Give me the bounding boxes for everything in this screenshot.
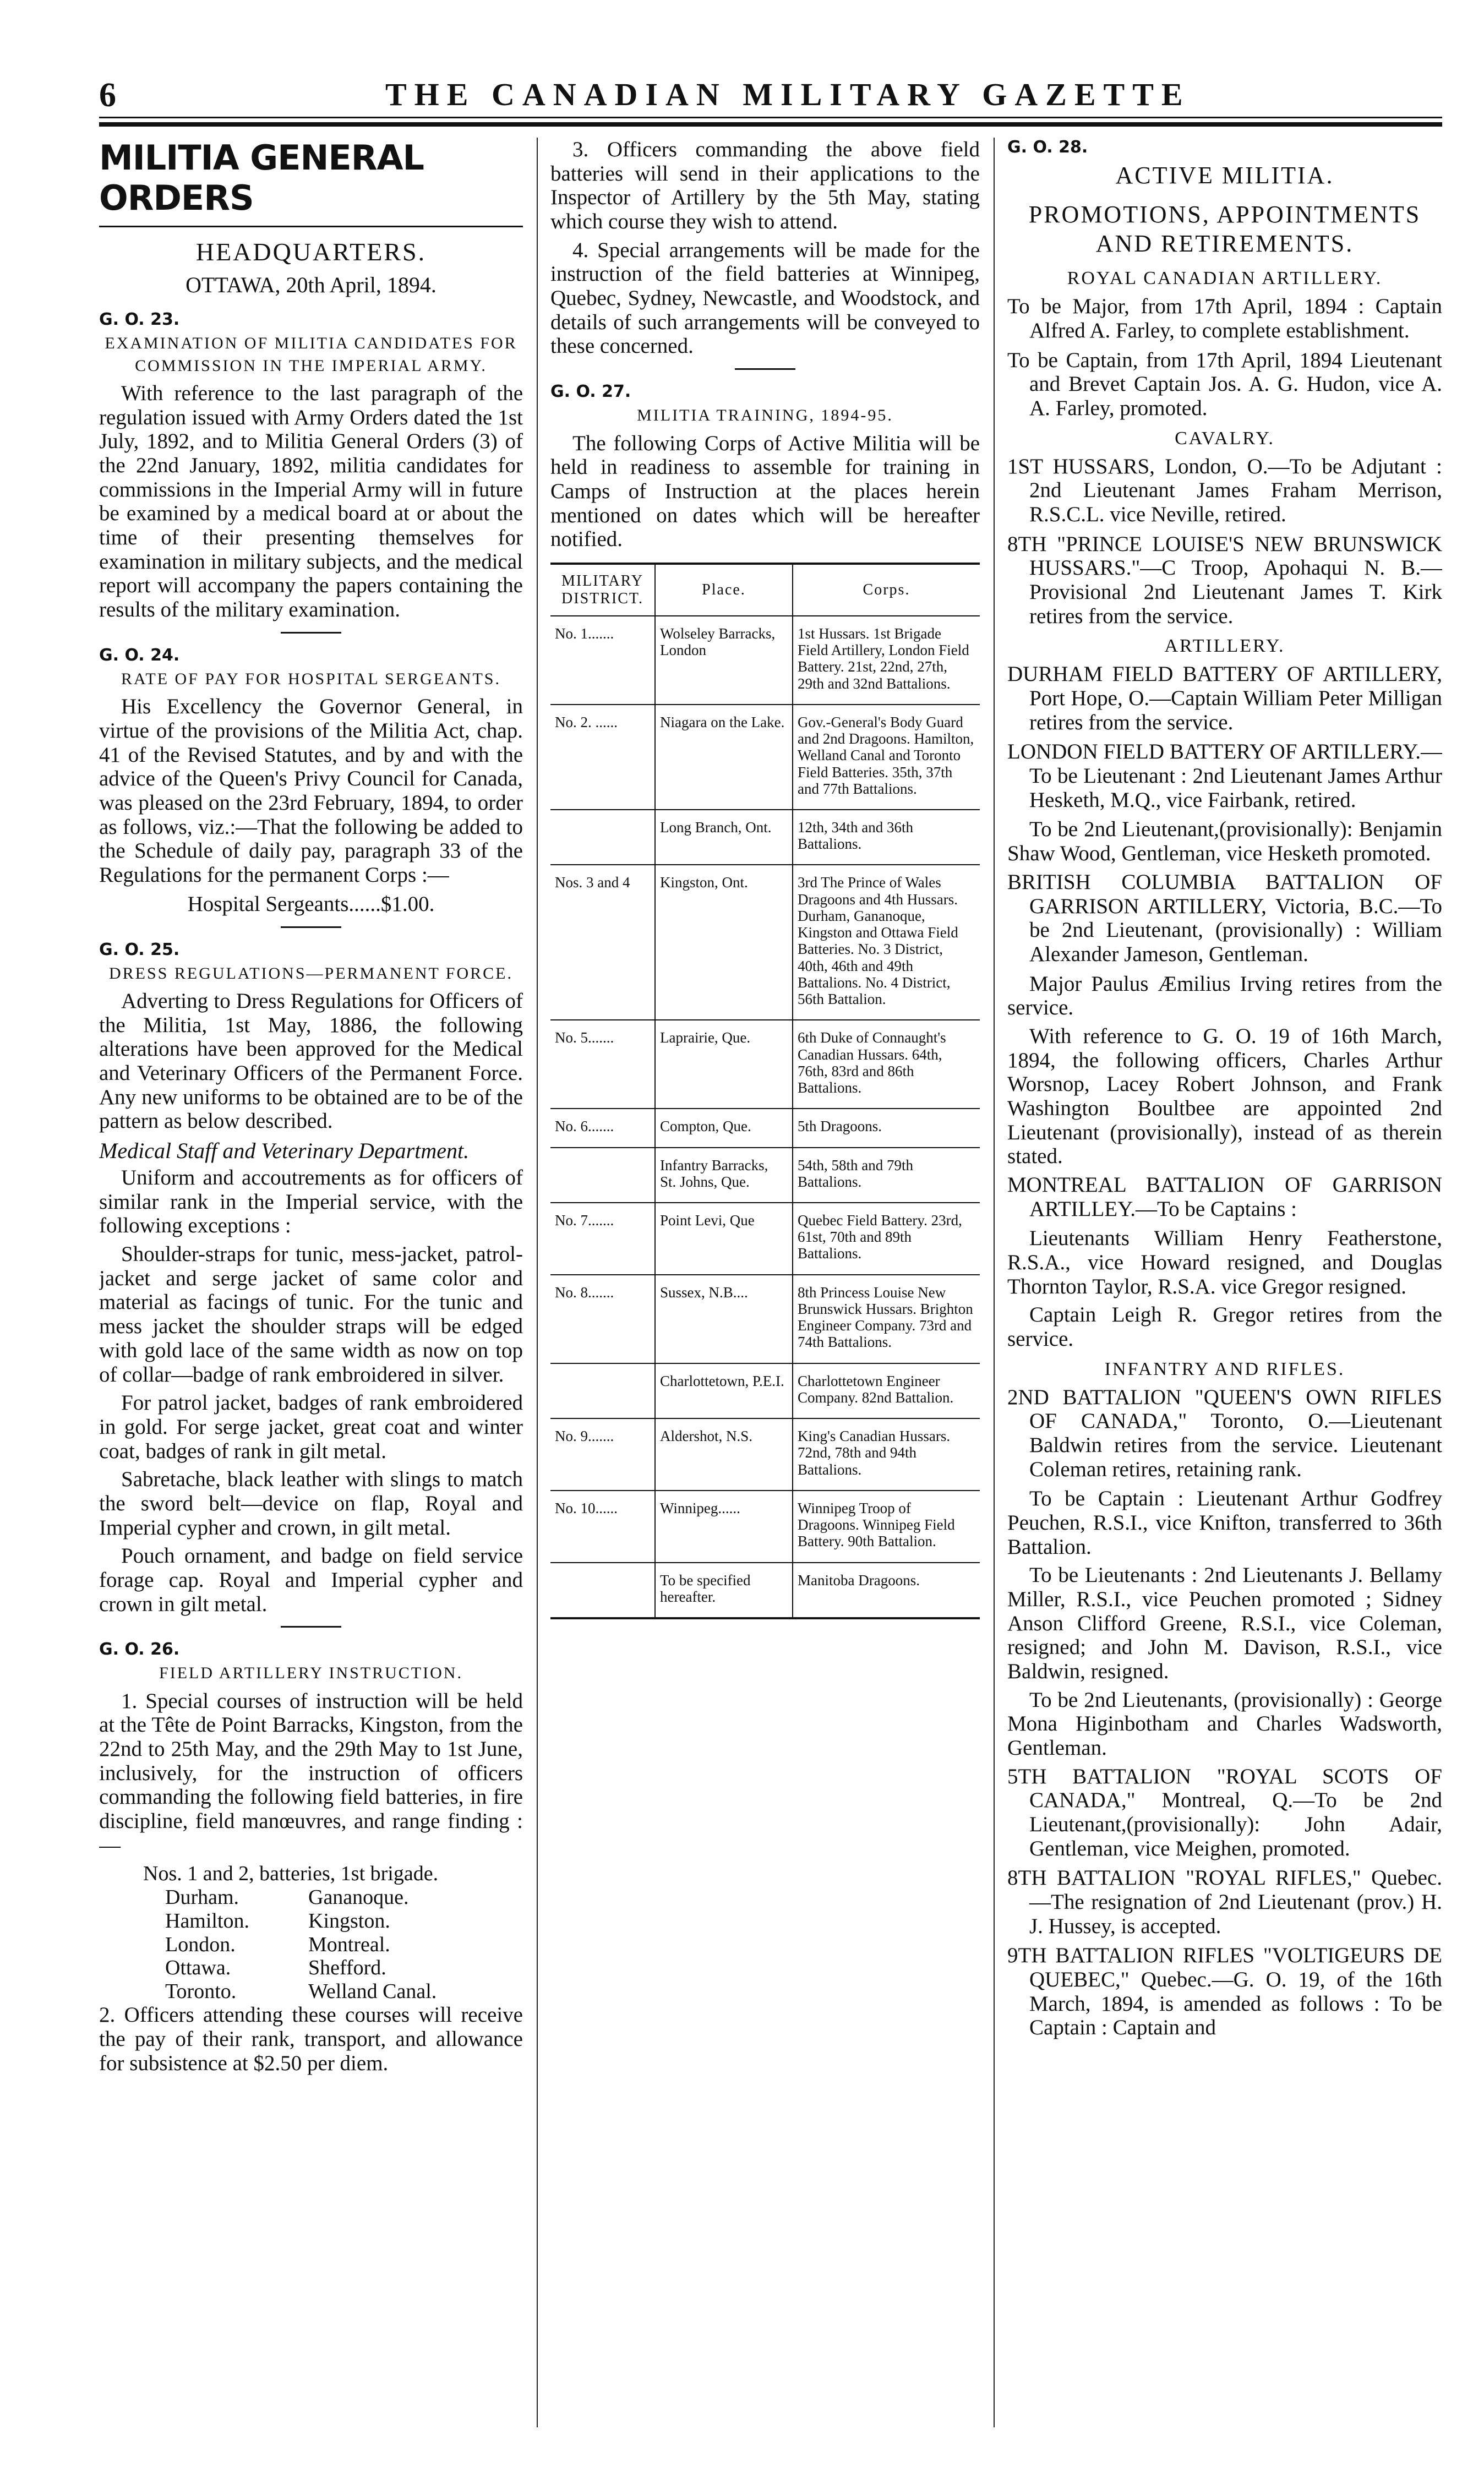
battery-town: Kingston. [308,1909,390,1933]
gazette-entry: To be 2nd Lieutenants, (provisionally) : George Mona Higinbotham and Charles Wadsworth, Gentleman. [1007,1688,1442,1760]
cell-place: Kingston, Ont. [655,865,793,1020]
cell-place: Aldershot, N.S. [655,1418,793,1491]
table-row [550,705,980,810]
cell-district: No. 5....... [550,1020,655,1109]
cell-place: Long Branch, Ont. [655,810,793,865]
infantry-heading: INFANTRY AND RIFLES. [1104,1358,1345,1379]
header-corps: Corps. [793,564,980,616]
cell-place: Winnipeg...... [655,1491,793,1563]
go-number: G. O. 27. [550,382,631,402]
table-row [550,1275,980,1363]
cell-corps: 1st Hussars. 1st Brigade Field Artillery, London Field Battery. 21st, 22nd, 27th, 29th and 32nd Battalions. [793,616,980,705]
order-title: RATE OF PAY FOR HOSPITAL SERGEANTS. [121,669,501,688]
gazette-entry: Captain Leigh R. Gregor retires from the service. [1007,1303,1442,1351]
cell-district: No. 7....... [550,1203,655,1275]
column-divider [994,138,995,2427]
active-militia-heading: ACTIVE MILITIA. [1115,162,1334,189]
gazette-entry: BRITISH COLUMBIA BATTALION OF GARRISON ARTILLERY, Victoria, B.C.—To be 2nd Lieutenant, (provisionally) : William Alexander Jameson, Gentleman. [1007,870,1442,966]
cell-district: Nos. 3 and 4 [550,865,655,1020]
gazette-entry: 2ND BATTALION "QUEEN'S OWN RIFLES OF CANADA," Toronto, O.—Lieutenant Baldwin retires from the service. Lieutenant Coleman retires, retaining rank. [1007,1385,1442,1481]
gazette-entry: To be Major, from 17th April, 1894 : Captain Alfred A. Farley, to complete establishment. [1007,294,1442,343]
gazette-entry: MONTREAL BATTALION OF GARRISON ARTILLEY.—To be Captains : [1007,1172,1442,1221]
headquarters-heading: HEADQUARTERS. [195,238,427,266]
cell-corps: 5th Dragoons. [793,1109,980,1147]
go-number: G. O. 25. [99,940,180,959]
cell-district [550,810,655,865]
artillery-heading: ARTILLERY. [1164,636,1285,657]
order-paragraph: 2. Officers attending these courses will receive the pay of their rank, transport, and allowance for subsistence at $2.50 per diem. [99,2003,523,2075]
cell-district: No. 2. ...... [550,705,655,810]
battery-town: Welland Canal. [308,1979,437,2003]
cell-place: Compton, Que. [655,1109,793,1147]
cell-corps: Manitoba Dragoons. [793,1563,980,1618]
table-row [550,810,980,865]
cell-corps: King's Canadian Hussars. 72nd, 78th and 94th Battalions. [793,1418,980,1491]
column-divider [537,138,538,2427]
pay-line: Hospital Sergeants......$1.00. [187,892,435,916]
gazette-entry: To be Captain : Lieutenant Arthur Godfrey Peuchen, R.S.I., vice Knifton, transferred to 36th Battalion. [1007,1487,1442,1559]
section-divider [735,368,795,370]
table-row [550,1203,980,1275]
table-header-row [550,564,980,616]
cell-corps: Winnipeg Troop of Dragoons. Winnipeg Field Battery. 90th Battalion. [793,1491,980,1563]
cell-corps: 6th Duke of Connaught's Canadian Hussars. 64th, 76th, 83rd and 86th Battalions. [793,1020,980,1109]
order-paragraph: Pouch ornament, and badge on field service forage cap. Royal and Imperial cypher and crown in gilt metal. [99,1544,523,1616]
order-paragraph: 3. Officers commanding the above field batteries will send in their applications to the Inspector of Artillery by the 5th May, stating which course they wish to attend. [550,138,980,234]
cell-district: No. 9....... [550,1418,655,1491]
cell-corps: 54th, 58th and 79th Battalions. [793,1148,980,1203]
table-row [550,1491,980,1563]
cell-district: No. 6....... [550,1109,655,1147]
header-district: MILITARY DISTRICT. [550,564,655,616]
order-title: FIELD ARTILLERY INSTRUCTION. [159,1664,463,1683]
cell-place: Sussex, N.B.... [655,1275,793,1363]
italic-subheading: Medical Staff and Veterinary Department. [99,1138,470,1164]
header-place: Place. [655,564,793,616]
table-row [550,1563,980,1618]
gazette-entry: 9TH BATTALION RIFLES "VOLTIGEURS DE QUEBEC," Quebec.—G. O. 19, of the 16th March, 1894, is amended as follows : To be Captain : Captain and [1007,1944,1442,2040]
order-paragraph: The following Corps of Active Militia will be held in readiness to assemble for training in Camps of Instruction at the places herein mentioned on dates which will be hereafter notified. [550,431,980,552]
order-title: DRESS REGULATIONS—PERMANENT FORCE. [108,964,514,983]
cell-corps: Quebec Field Battery. 23rd, 61st, 70th and 89th Battalions. [793,1203,980,1275]
masthead-rule-top [99,117,1442,118]
order-title: MILITIA TRAINING, 1894-95. [637,406,893,425]
battery-town: Shefford. [308,1956,386,1980]
cell-place: To be specified hereafter. [655,1563,793,1618]
cell-district: No. 1....... [550,616,655,705]
main-title: MILITIA GENERAL ORDERS [99,138,424,218]
order-title: EXAMINATION OF MILITIA CANDIDATES FOR COMMISSION IN THE IMPERIAL ARMY. [105,334,517,375]
gazette-entry: LONDON FIELD BATTERY OF ARTILLERY.—To be Lieutenant : 2nd Lieutenant James Arthur Hesketh, M.Q., vice Fairbank, retired. [1007,740,1442,812]
battery-town: Gananoque. [308,1886,409,1909]
cell-corps: Gov.-General's Body Guard and 2nd Dragoons. Hamilton, Welland Canal and Toronto Field Batteries. 35th, 37th and 77th Battalions. [793,705,980,810]
go-number: G. O. 28. [1007,138,1088,157]
cell-place: Point Levi, Que [655,1203,793,1275]
gazette-entry: To be Lieutenants : 2nd Lieutenants J. Bellamy Miller, R.S.I., vice Peuchen promoted ; Sidney Anson Clifford Greene, R.S.I., vice Coleman, resigned; and John M. Davison, R.S.I., vice Baldwin, resigned. [1007,1563,1442,1683]
order-paragraph: For patrol jacket, badges of rank embroidered in gold. For serge jacket, great coat and winter coat, badges of rank in gilt metal. [99,1391,523,1463]
order-paragraph: Uniform and accoutrements as for officers of similar rank in the Imperial service, with the following exceptions : [99,1166,523,1238]
go-number: G. O. 24. [99,645,180,665]
order-paragraph: His Excellency the Governor General, in virtue of the provisions of the Militia Act, chap. 41 of the Revised Statutes, and by and with the advice of the Queen's Privy Council for Canada, was pleased on the 23rd February, 1894, to order as follows, viz.:—That the following be added to the Schedule of daily pay, paragraph 33 of the Regulations for the permanent Corps :— [99,695,523,887]
gazette-entry: To be 2nd Lieutenant,(provisionally): Benjamin Shaw Wood, Gentleman, vice Hesketh promoted. [1007,817,1442,866]
table-row [550,1109,980,1147]
battery-town: Ottawa. [165,1956,231,1980]
section-divider [281,1626,341,1628]
order-paragraph: Shoulder-straps for tunic, mess-jacket, patrol-jacket and serge jacket of same color and material as facings of tunic. For the tunic and mess jacket the shoulder straps will be edged with gold lace of the same width as now on top of collar—badge of rank embroidered in silver. [99,1242,523,1387]
cell-place: Wolseley Barracks, London [655,616,793,705]
gazette-entry: 5TH BATTALION "ROYAL SCOTS OF CANADA," Montreal, Q.—To be 2nd Lieutenant,(provisionally): John Adair, Gentleman, vice Meighen, promoted. [1007,1764,1442,1860]
section-divider [281,632,341,634]
column-2 [550,138,980,2427]
gazette-entry: To be Captain, from 17th April, 1894 Lieutenant and Brevet Captain Jos. A. G. Hudon, vice A. A. Farley, promoted. [1007,348,1442,421]
battery-town: Durham. [165,1886,239,1909]
batteries-line: Nos. 1 and 2, batteries, 1st brigade. [143,1862,439,1886]
cell-place: Charlottetown, P.E.I. [655,1363,793,1418]
go-number: G. O. 26. [99,1640,180,1660]
gazette-entry: Lieutenants William Henry Featherstone, R.S.A., vice Howard resigned, and Douglas Thornton Taylor, R.S.A. vice Gregor resigned. [1007,1226,1442,1298]
page-number: 6 [99,77,116,114]
training-table [550,563,980,1619]
order-paragraph: 4. Special arrangements will be made for the instruction of the field batteries at Winnipeg, Quebec, Sydney, Newcastle, and Woodstock, and details of such arrangements will be conveyed to these concerned. [550,238,980,358]
gazette-entry: 8TH "PRINCE LOUISE'S NEW BRUNSWICK HUSSARS."—C Troop, Apohaqui N. B.—Provisional 2nd Lieutenant James T. Kirk retires from the service. [1007,532,1442,628]
title-underline [99,226,523,227]
table-row [550,1363,980,1418]
cell-corps: 12th, 34th and 36th Battalions. [793,810,980,865]
cell-corps: 8th Princess Louise New Brunswick Hussars. Brighton Engineer Company. 73rd and 74th Battalions. [793,1275,980,1363]
cell-district: No. 10...... [550,1491,655,1563]
cell-place: Infantry Barracks, St. Johns, Que. [655,1148,793,1203]
table-row [550,1148,980,1203]
gazette-entry: Major Paulus Æmilius Irving retires from the service. [1007,971,1442,1020]
dateline: OTTAWA, 20th April, 1894. [186,272,437,297]
battery-town: London. [165,1933,236,1956]
section-divider [281,926,341,928]
rca-heading: ROYAL CANADIAN ARTILLERY. [1067,268,1383,289]
promotions-heading: PROMOTIONS, APPOINTMENTS AND RETIREMENTS. [1028,200,1421,257]
cell-place: Niagara on the Lake. [655,705,793,810]
column-1 [99,138,523,2427]
go-number: G. O. 23. [99,310,180,329]
battery-town: Montreal. [308,1933,390,1956]
battery-town: Toronto. [165,1979,237,2003]
masthead [99,72,1442,116]
order-paragraph: Sabretache, black leather with slings to match the sword belt—device on flap, Royal and Imperial cypher and crown, in gilt metal. [99,1467,523,1540]
column-3 [1007,138,1442,2427]
table-row [550,616,980,705]
gazette-entry: DURHAM FIELD BATTERY OF ARTILLERY, Port Hope, O.—Captain William Peter Milligan retires from the service. [1007,662,1442,734]
gazette-title: THE CANADIAN MILITARY GAZETTE [385,77,1191,112]
batteries-list [165,1886,523,2003]
gazette-entry: 8TH BATTALION "ROYAL RIFLES," Quebec.—The resignation of 2nd Lieutenant (prov.) H. J. Hussey, is accepted. [1007,1866,1442,1938]
cell-district [550,1148,655,1203]
battery-town: Hamilton. [165,1909,250,1933]
table-row [550,1020,980,1109]
cell-district [550,1363,655,1418]
cavalry-heading: CAVALRY. [1175,428,1275,449]
table-row [550,1418,980,1491]
cell-corps: 3rd The Prince of Wales Dragoons and 4th Hussars. Durham, Gananoque, Kingston and Ottawa Field Batteries. No. 3 District, 40th, 46th and 49th Battalions. No. 4 District, 56th Battalion. [793,865,980,1020]
gazette-entry: With reference to G. O. 19 of 16th March, 1894, the following officers, Charles Arthur Worsnop, Lacey Robert Johnson, and Frank Washington Boultbee are appointed 2nd Lieutenant (provisionally), instead of as therein stated. [1007,1024,1442,1169]
cell-corps: Charlottetown Engineer Company. 82nd Battalion. [793,1363,980,1418]
cell-district [550,1563,655,1618]
gazette-entry: 1ST HUSSARS, London, O.—To be Adjutant : 2nd Lieutenant James Fraham Merrison, R.S.C.L. vice Neville, retired. [1007,454,1442,527]
cell-district: No. 8....... [550,1275,655,1363]
cell-place: Laprairie, Que. [655,1020,793,1109]
order-paragraph: 1. Special courses of instruction will be held at the Tête de Point Barracks, Kingston, from the 22nd to 25th May, and the 29th May to 1st June, inclusively, for the instruction of officers commanding the following field batteries, in fire discipline, field manœuvres, and range finding :— [99,1689,523,1857]
table-row [550,865,980,1020]
order-paragraph: With reference to the last paragraph of the regulation issued with Army Orders dated the 1st July, 1892, and to Militia General Orders (3) of the 22nd January, 1892, militia candidates for commissions in the Imperial Army will in future be examined by a medical board at or about the time of their presenting themselves for examination in military subjects, and the medical report will accompany the papers containing the results of the military examination. [99,381,523,622]
order-paragraph: Adverting to Dress Regulations for Officers of the Militia, 1st May, 1886, the following alterations have been approved for the Medical and Veterinary Officers of the Permanent Force. Any new uniforms to be obtained are to be of the pattern as below described. [99,989,523,1133]
masthead-rule-bottom [99,122,1442,127]
